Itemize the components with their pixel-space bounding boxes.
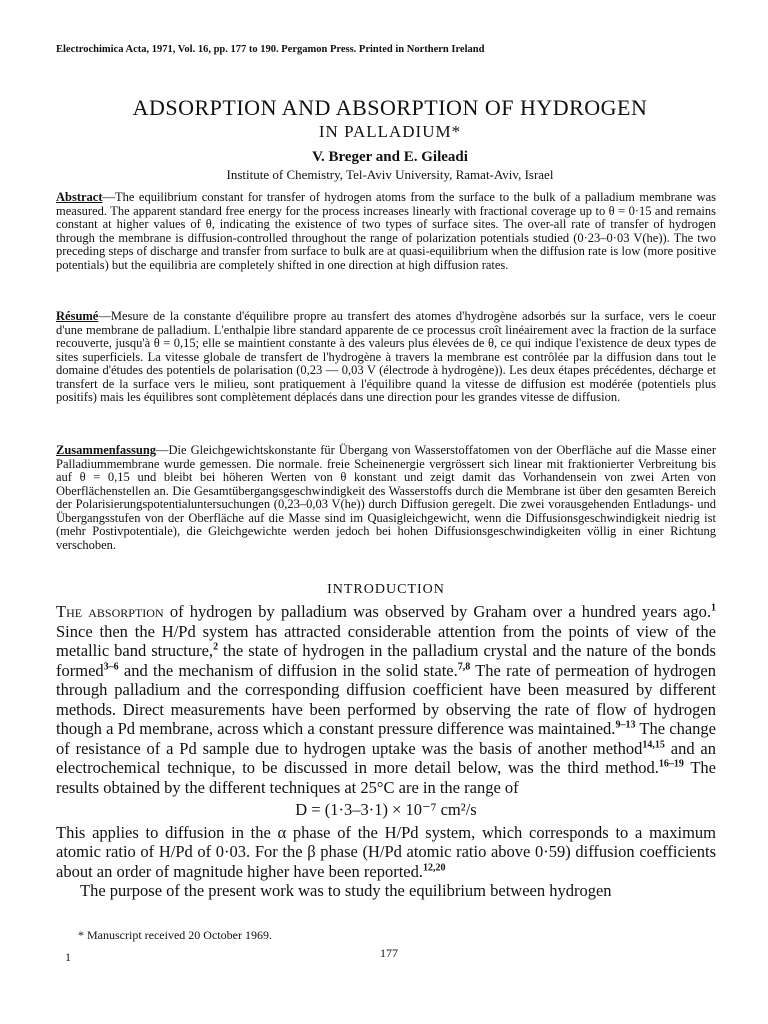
intro-text: of hydrogen by palladium was observed by Graham over a hundred years ago. — [163, 602, 712, 621]
intro-paragraph-2 — [56, 823, 716, 882]
zusammenfassung-text: —Die Gleichgewichtskonstante für Übergang von Wasserstoffatomen von der Oberfläche auf die Masse einer Palladiummembrane wurde gemessen. Die normale. freie Scheinenergie vergrössert sich linear mit fraktionierter Verbreitung bis auf θ = 0,15 und bleibt bei höheren Werten von θ konstant und zeigt damit das Vorhandensein von zwei Arten von Oberflächenstellen an. Die Gesamtübergangsgeschwindigkeit des Wasserstoffs durch die Membrane ist über den gesamten Bereich der Polarisierungspotentialuntersuchungen (0,23–0,03 V(he)) durch Diffusion geregelt. Die zwei vorausgehenden Entladungs- und Übergangsstufen von der Oberfläche auf die Masse sind im Quasigleichgewicht, wenn die Diffusionsgeschwindigkeit niedrig ist (mehr Postivpotentiale), die Gleichgewichte werden jedoch bei hohen Diffusionsgeschwindigkeiten völlig in einer Richtung verschoben. — [56, 443, 716, 552]
ref-marker: 16–19 — [658, 758, 684, 770]
ref-marker: 9–13 — [615, 719, 636, 731]
intro-text: The results obtained by the different techniques at 25°C are in the range of — [56, 758, 716, 797]
ref-marker: 7,8 — [457, 661, 471, 672]
resume-text: —Mesure de la constante d'équilibre propre au transfert des atomes d'hydrogène adsorbés sur la surface, vers le coeur d'une membrane de palladium. L'enthalpie libre standard apparente de ce processus croît linéairement avec la fraction de la surface recouverte, jusqu'à θ = 0,15; elle se maintient constante à des valeurs plus élevées de θ, ce qui indique l'existence de deux types de sites superficiels. La vitesse globale de transfert de l'hydrogène à travers la membrane est contrôlée par la diffusion dans tout le domaine d'études des potentiels de polarisation (0,23 — 0,03 V (électrode à hydrogène)). Les deux étapes précédentes, décharge et transfert de la surface vers le milieu, sont pratiquement à l'équilibre quand la vitesse de diffusion est modérée (potentiels plus positifs) mais les équilibres sont complètement déplacés dans une direction pour les grandes vitesse de diffusion. — [56, 309, 716, 404]
introduction-heading: INTRODUCTION — [327, 582, 445, 597]
intro-paragraph-3: The purpose of the present work was to study the equilibrium between hydrogen — [80, 881, 612, 900]
ref-marker: 14,15 — [642, 739, 665, 750]
footnote: * Manuscript received 20 October 1969. — [78, 928, 272, 942]
intro-text: The change of resistance of a Pd sample due to hydrogen uptake was the basis of another method — [56, 719, 716, 758]
intro-text: The rate of permeation of hydrogen through palladium and the corresponding diffusion coefficient have been measured by different methods. Direct measurements have been performed by observing the rate of flow of hydrogen though a Pd membrane, across which a constant pressure difference was maintained. — [56, 660, 716, 738]
ref-marker: 1 — [711, 602, 717, 614]
ref-marker: 3–6 — [103, 661, 119, 672]
introduction-body — [56, 602, 716, 901]
ref-marker: 2 — [213, 641, 219, 653]
affiliation: Institute of Chemistry, Tel-Aviv University, Ramat-Aviv, Israel — [226, 167, 554, 182]
abstract — [56, 191, 716, 272]
abstract-label: Abstract — [56, 190, 103, 204]
intro-text: This applies to diffusion in the α phase of the H/Pd system, which corresponds to a maximum atomic ratio of H/Pd of 0·03. For the β phase (H/Pd atomic ratio above 0·59) diffusion coefficients about an order of magnitude higher have been reported. — [56, 822, 716, 881]
abstract-text: —The equilibrium constant for transfer of hydrogen atoms from the surface to the bulk of a palladium membrane was measured. The apparent standard free energy for the process increases linearly with fractional coverage up to θ = 0·15 and remains constant at higher values of θ, indicating the existence of two types of surface sites. The over-all rate of transfer of hydrogen through the membrane is diffusion-controlled throughout the range of polarization potentials studied (0·23–0·03 V(he)). The two preceding steps of discharge and transfer from surface to bulk are at quasi-equilibrium when the diffusion rate is low (more positive potentials) but the equilibria are completely shifted in one direction at high diffusion rates. — [56, 190, 716, 272]
resume-label: Résumé — [56, 309, 99, 323]
zusammenfassung — [56, 444, 716, 552]
zusammenfassung-label: Zusammenfassung — [56, 443, 157, 457]
resume — [56, 310, 716, 405]
journal-citation: Electrochimica Acta, 1971, Vol. 16, pp. 177 to 190. Pergamon Press. Printed in Northern Ireland — [56, 44, 485, 55]
intro-text: the state of hydrogen in the palladium crystal and the nature of the bonds formed — [56, 641, 716, 680]
intro-text: and the mechanism of diffusion in the solid state. — [118, 660, 458, 680]
diffusion-equation: D = (1·3–3·1) × 10⁻⁷ cm²/s — [295, 800, 477, 819]
paper-title — [60, 96, 720, 144]
page-number: 177 — [380, 946, 398, 960]
intro-text: and an electrochemical technique, to be discussed in more detail below, was the third method. — [56, 738, 717, 777]
authors: V. Breger and E. Gileadi — [312, 149, 468, 165]
sheet-mark: 1 — [65, 950, 71, 964]
intro-paragraph-1 — [56, 602, 716, 797]
intro-lead: The absorption — [56, 602, 164, 621]
title-line-1: ADSORPTION AND ABSORPTION OF HYDROGEN — [132, 95, 648, 120]
ref-marker: 12,20 — [422, 862, 446, 873]
title-line-2: IN PALLADIUM* — [318, 122, 462, 141]
intro-text: Since then the H/Pd system has attracted considerable attention from the points of view of the metallic band structure, — [56, 621, 716, 660]
